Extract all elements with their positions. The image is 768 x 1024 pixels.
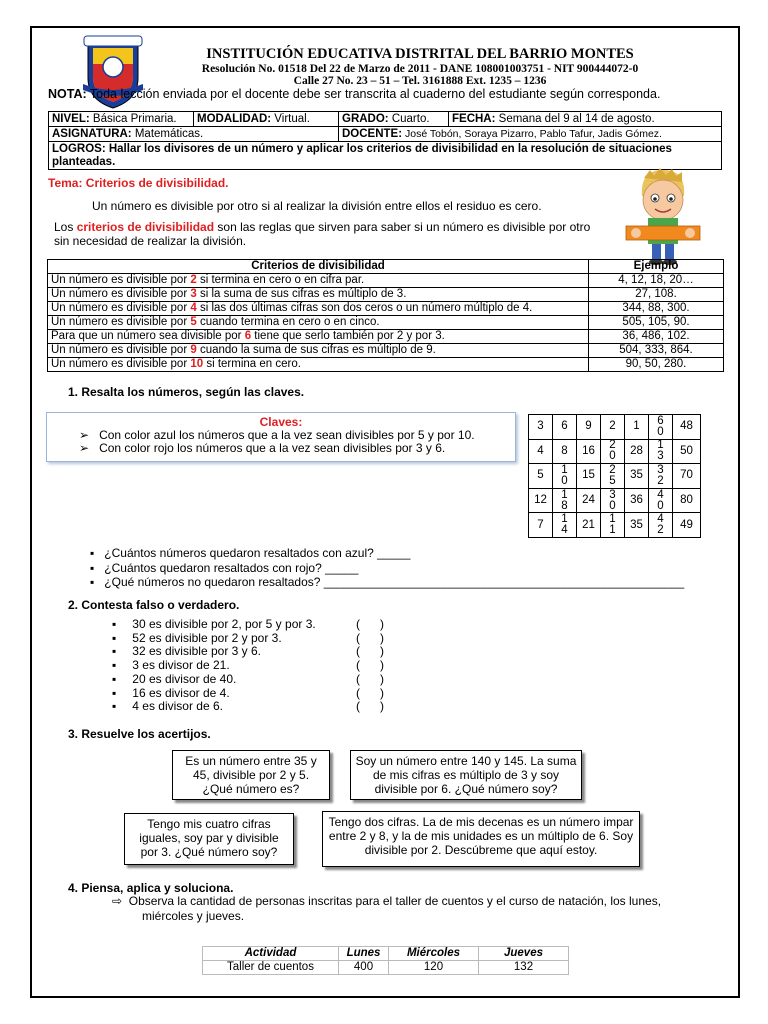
example-cell: 27, 108. (589, 288, 724, 302)
criteria-cell (48, 330, 589, 344)
criteria-text: si las dos últimas cifras son dos ceros o un número múltiplo de 4. (196, 302, 533, 314)
table-row (48, 302, 724, 316)
definition-text: Un número es divisible por otro si al realizar la división entre ellos el residuo es cero. (92, 199, 542, 213)
grid-cell[interactable]: 3 0 (601, 488, 625, 513)
divisor-number: 6 (244, 330, 252, 342)
true-false-item (112, 673, 432, 687)
grid-cell[interactable]: 6 (553, 415, 577, 440)
example-cell: 504, 333, 864. (589, 344, 724, 358)
example-header: Ejemplo (589, 260, 724, 274)
school-name: INSTITUCIÓN EDUCATIVA DISTRITAL DEL BARRIO MONTES (206, 46, 634, 62)
statement-text: 52 es divisible por 2 y por 3. (132, 630, 282, 645)
answer-blank[interactable]: ( ) (356, 658, 384, 673)
example-cell: 36, 486, 102. (589, 330, 724, 344)
grid-cell[interactable]: 35 (625, 513, 649, 538)
square-bullet-icon: ▪ (112, 658, 117, 673)
grid-cell[interactable]: 2 0 (601, 439, 625, 464)
square-bullet-icon: ▪ (90, 560, 95, 575)
example-cell: 505, 105, 90. (589, 316, 724, 330)
criteria-cell (48, 358, 589, 372)
criteria-text: Un número es divisible por (51, 274, 191, 286)
grid-row (529, 439, 701, 464)
q1-question (90, 546, 684, 561)
true-false-item (112, 632, 432, 646)
fecha-value: Semana del 9 al 14 de agosto. (495, 113, 655, 125)
true-false-item (112, 687, 432, 701)
criteria-text: cuando termina en cero o en cinco. (196, 316, 380, 328)
docente-label: DOCENTE: (342, 128, 403, 140)
example-cell: 344, 88, 300. (589, 302, 724, 316)
grid-row (529, 464, 701, 489)
grid-cell[interactable]: 8 (553, 439, 577, 464)
q1-question-text: ¿Cuántos quedaron resaltados con rojo? _____ (104, 560, 359, 575)
table-row (48, 344, 724, 358)
answer-blank[interactable]: ( ) (356, 630, 384, 645)
grid-cell[interactable]: 6 0 (649, 415, 673, 440)
criteria-text: Un número es divisible por (51, 302, 191, 314)
grado-label: GRADO: (342, 113, 389, 125)
criterios-intro-post: son las reglas que sirven para saber si un número es divisible por otro sin necesidad de realizar la división. (54, 220, 591, 248)
number-grid (528, 414, 701, 538)
q4-text (112, 894, 661, 924)
answer-blank[interactable]: ( ) (356, 699, 384, 714)
table-row (48, 288, 724, 302)
asignatura-cell (49, 127, 339, 142)
criteria-cell (48, 274, 589, 288)
criteria-text: Para que un número sea divisible por (51, 330, 245, 342)
divisor-number: 9 (190, 344, 197, 356)
question-3-title: 3. Resuelve los acertijos. (68, 727, 211, 741)
criteria-cell (48, 316, 589, 330)
grid-cell[interactable]: 48 (673, 415, 701, 440)
grid-cell[interactable]: 1 (625, 415, 649, 440)
grid-cell[interactable]: 50 (673, 439, 701, 464)
statement-text: 3 es divisor de 21. (132, 658, 230, 673)
criterios-intro (54, 220, 599, 248)
true-false-item (112, 645, 432, 659)
kid-illustration (622, 166, 704, 266)
grid-row (529, 415, 701, 440)
q1-question-text: ¿Qué números no quedaron resaltados? ______________________________________________________ (104, 575, 685, 589)
grid-cell[interactable]: 1 8 (553, 488, 577, 513)
table-row (48, 316, 724, 330)
grid-cell[interactable]: 7 (529, 513, 553, 538)
grid-cell[interactable]: 5 (529, 464, 553, 489)
criteria-text: Un número es divisible por (51, 358, 191, 370)
answer-blank[interactable]: ( ) (356, 685, 384, 700)
question-2-title: 2. Contesta falso o verdadero. (68, 598, 240, 612)
true-false-item (112, 618, 432, 632)
jueves-header: Jueves (479, 947, 569, 961)
statement-text: 20 es divisor de 40. (132, 671, 237, 686)
activity-header: Actividad (203, 947, 339, 961)
nivel-value: Básica Primaria. (89, 113, 177, 125)
grid-cell[interactable]: 1 0 (553, 464, 577, 489)
grado-cell (339, 112, 449, 127)
grid-cell[interactable]: 36 (625, 488, 649, 513)
grid-cell[interactable]: 35 (625, 464, 649, 489)
table-row (203, 961, 569, 975)
modalidad-cell (194, 112, 339, 127)
claves-box (46, 412, 516, 462)
miercoles-cell: 120 (389, 961, 479, 975)
criteria-text: cuando la suma de sus cifras es múltiplo de 9. (196, 344, 436, 356)
arrow-bullet-icon: ➢ (79, 428, 93, 442)
criteria-text: si la suma de sus cifras es múltiplo de 3. (196, 288, 407, 300)
square-bullet-icon: ▪ (112, 617, 117, 631)
true-false-list (112, 618, 432, 714)
q4-line-1 (112, 894, 661, 909)
square-bullet-icon: ▪ (90, 575, 95, 589)
riddle-box-1: Es un número entre 35 y 45, divisible por 2 y 5. ¿Qué número es? (172, 750, 330, 800)
q4-text-line-1: Observa la cantidad de personas inscritas para el taller de cuentos y el curso de natación, los lunes, (128, 894, 662, 908)
divisor-number: 5 (190, 316, 197, 328)
grado-value: Cuarto. (388, 113, 430, 125)
nivel-label: NIVEL: (52, 113, 90, 125)
criteria-text: Un número es divisible por (51, 316, 191, 328)
example-cell: 4, 12, 18, 20… (589, 274, 724, 288)
square-bullet-icon: ▪ (112, 685, 117, 700)
worksheet-page (30, 26, 740, 998)
lunes-cell: 400 (339, 961, 389, 975)
grid-cell[interactable]: 70 (673, 464, 701, 489)
square-bullet-icon: ▪ (112, 699, 117, 714)
q1-questions (90, 546, 684, 590)
q4-line-2: miércoles y jueves. (142, 909, 245, 923)
criteria-text: si termina en cero o en cifra par. (196, 274, 365, 286)
criteria-text: tiene que serlo también por 2 y por 3. (251, 330, 445, 342)
statement-text: 30 es divisible por 2, por 5 y por 3. (132, 617, 316, 631)
fecha-label: FECHA: (452, 113, 496, 125)
answer-blank[interactable]: ( ) (356, 617, 384, 631)
grid-cell[interactable]: 16 (577, 439, 601, 464)
asignatura-label: ASIGNATURA: (52, 128, 132, 140)
criterios-intro-pre: Los (54, 220, 77, 234)
statement-text: 32 es divisible por 3 y 6. (132, 644, 262, 659)
grid-cell[interactable]: 2 (601, 415, 625, 440)
criteria-cell (48, 302, 589, 316)
table-row (48, 274, 724, 288)
modalidad-value: Virtual. (271, 113, 310, 125)
q1-question (90, 575, 684, 590)
grid-cell[interactable]: 1 3 (649, 439, 673, 464)
nivel-cell (49, 112, 194, 127)
grid-row (529, 488, 701, 513)
grid-cell[interactable]: 24 (577, 488, 601, 513)
criterios-keyword: criterios de divisibilidad (76, 220, 215, 234)
square-bullet-icon: ▪ (112, 630, 117, 645)
divisor-number: 4 (190, 302, 197, 314)
arrow-right-icon: ⇨ (112, 894, 123, 908)
divisor-number: 10 (190, 358, 204, 370)
square-bullet-icon: ▪ (112, 671, 117, 686)
grid-cell[interactable]: 9 (577, 415, 601, 440)
true-false-item (112, 659, 432, 673)
answer-blank[interactable]: ( ) (356, 671, 384, 686)
grid-row (529, 513, 701, 538)
jueves-cell: 132 (479, 961, 569, 975)
grid-cell[interactable]: 80 (673, 488, 701, 513)
statement-text: 4 es divisor de 6. (132, 699, 223, 714)
criteria-cell (48, 288, 589, 302)
clave-red-text: Con color rojo los números que a la vez sean divisibles por 3 y 6. (99, 441, 446, 455)
tema-title: Tema: Criterios de divisibilidad. (48, 176, 229, 190)
grid-cell[interactable]: 3 (529, 415, 553, 440)
criteria-text: Un número es divisible por (51, 344, 191, 356)
divisor-number: 3 (190, 288, 197, 300)
docente-value: José Tobón, Soraya Pizarro, Pablo Tafur, Jadis Gómez. (402, 128, 662, 140)
criteria-header: Criterios de divisibilidad (48, 260, 589, 274)
claves-title: Claves: (259, 415, 303, 429)
modalidad-label: MODALIDAD: (197, 113, 272, 125)
grid-cell[interactable]: 21 (577, 513, 601, 538)
clave-blue-text: Con color azul los números que a la vez sean divisibles por 5 y por 10. (99, 428, 475, 442)
divisor-number: 2 (190, 274, 197, 286)
nota-line (48, 87, 660, 101)
grid-cell[interactable]: 4 (529, 439, 553, 464)
criteria-text: si termina en cero. (203, 358, 301, 370)
activity-cell: Taller de cuentos (203, 961, 339, 975)
table-row (48, 330, 724, 344)
asignatura-value: Matemáticas. (131, 128, 204, 140)
square-bullet-icon: ▪ (90, 546, 95, 560)
school-resolution: Resolución No. 01518 Del 22 de Marzo de 2011 - DANE 108001003751 - NIT 900444072-0 (201, 63, 639, 75)
criteria-text: Un número es divisible por (51, 288, 191, 300)
q1-question (90, 561, 684, 576)
logros-cell: LOGROS: Hallar los divisores de un número y aplicar los criterios de divisibilidad en la resolución de situaciones planteadas. (49, 142, 722, 170)
statement-text: 16 es divisor de 4. (132, 685, 230, 700)
answer-blank[interactable]: ( ) (356, 644, 384, 659)
activity-table (202, 946, 569, 975)
clave-item (47, 442, 515, 455)
nota-text: Toda lección enviada por el docente debe ser transcrita al cuaderno del estudiante según corresponda. (86, 87, 661, 101)
grid-cell[interactable]: 1 1 (601, 513, 625, 538)
riddle-box-3: Tengo mis cuatro cifras iguales, soy par y divisible por 3. ¿Qué número soy? (124, 813, 294, 865)
grid-cell[interactable]: 49 (673, 513, 701, 538)
miercoles-header: Miércoles (389, 947, 479, 961)
fecha-cell (449, 112, 722, 127)
grid-cell[interactable]: 3 2 (649, 464, 673, 489)
lunes-header: Lunes (339, 947, 389, 961)
grid-cell[interactable]: 4 2 (649, 513, 673, 538)
grid-cell[interactable]: 4 0 (649, 488, 673, 513)
criteria-table (47, 259, 724, 372)
arrow-bullet-icon: ➢ (79, 441, 93, 455)
grid-cell[interactable]: 1 4 (553, 513, 577, 538)
nota-label: NOTA: (48, 87, 87, 101)
table-row (48, 358, 724, 372)
grid-cell[interactable]: 28 (625, 439, 649, 464)
riddle-box-4: Tengo dos cifras. La de mis decenas es un número impar entre 2 y 8, y la de mis unidades es un múltiplo de 6. Soy divisible por 2. Descúbreme que aquí estoy. (322, 811, 640, 867)
q1-question-text: ¿Cuántos números quedaron resaltados con azul? _____ (104, 546, 411, 560)
criteria-cell (48, 344, 589, 358)
grid-cell[interactable]: 12 (529, 488, 553, 513)
example-cell: 90, 50, 280. (589, 358, 724, 372)
true-false-item (112, 700, 432, 714)
docente-cell (339, 127, 722, 142)
grid-cell[interactable]: 2 5 (601, 464, 625, 489)
grid-cell[interactable]: 15 (577, 464, 601, 489)
riddle-box-2: Soy un número entre 140 y 145. La suma de mis cifras es múltiplo de 3 y soy divisible por 6. ¿Qué número soy? (350, 750, 582, 800)
school-address: Calle 27 No. 23 – 51 – Tel. 3161888 Ext. 1235 – 1236 (293, 75, 547, 87)
square-bullet-icon: ▪ (112, 644, 117, 659)
question-4-title: 4. Piensa, aplica y soluciona. (68, 881, 234, 895)
course-info-table (48, 111, 722, 170)
question-1-title: 1. Resalta los números, según las claves. (68, 385, 305, 399)
